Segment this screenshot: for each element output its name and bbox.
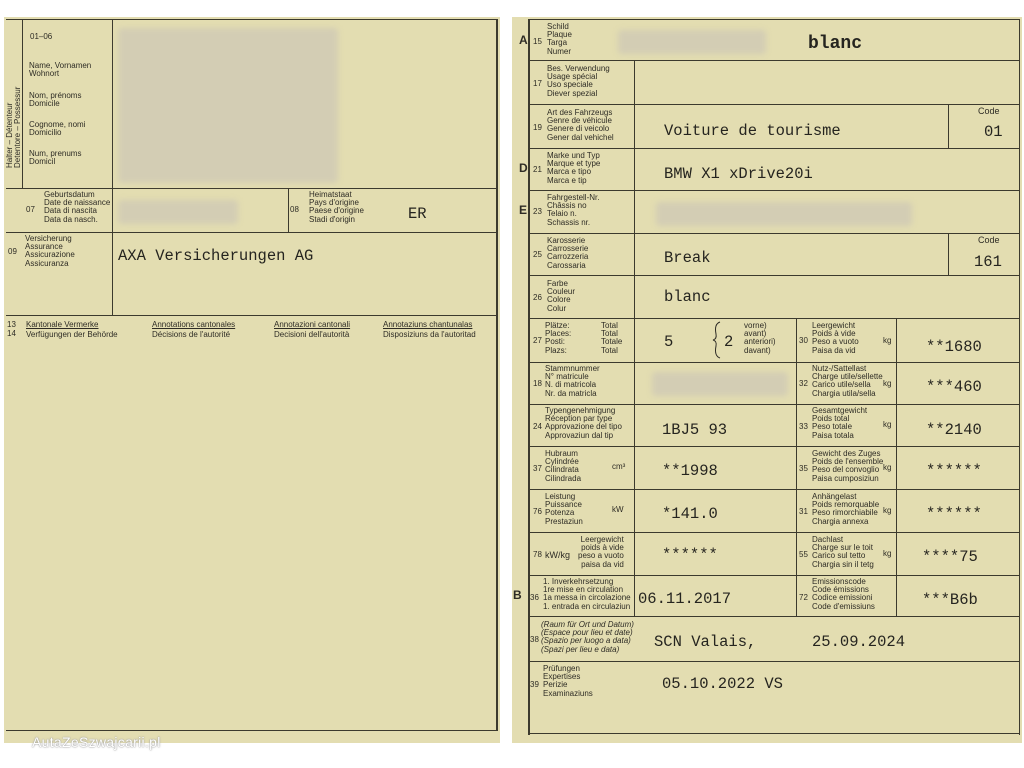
field-number-33: 33 [799, 422, 808, 431]
chassis-label: Fahrgestell-Nr. Châssis no Telaio n. Schassis nr. [547, 193, 600, 227]
vehicle-type-label: Art des Fahrzeugs Genre de véhicule Genere di veicolo Gener dal vehichel [547, 108, 614, 142]
authority-rm: Disposiziuns da l'autoritad [383, 330, 476, 339]
field-number-30: 30 [799, 336, 808, 345]
birth-date-label: Geburtsdatum Date de naissance Data di nascita Data da nasch. [44, 190, 111, 224]
trailer-load-label: Anhängelast Poids remorquable Peso rimorchiabile Chargia annexa [812, 492, 880, 526]
power-unit: kW [612, 505, 624, 514]
empty-weight-value: **1680 [926, 338, 982, 356]
section-b-marker: B [513, 588, 522, 602]
seats-total-label: Total Total Totale Total [601, 321, 623, 355]
field-number-18: 18 [533, 379, 542, 388]
type-approval-label: Typengenehmigung Réception par type Approvazione del tipo Approvaziun dal tip [545, 406, 622, 440]
cantonal-rm: Annotaziuns chantunalas [383, 320, 473, 329]
field-number-35: 35 [799, 464, 808, 473]
seats-label: Plätze: Places: Posti: Plazs: [545, 321, 572, 355]
make-type-label: Marke und Typ Marque et type Marca e tipo Marca e tip [547, 151, 601, 185]
color-label: Farbe Couleur Colore Colur [547, 279, 576, 313]
insurance-label: Versicherung Assurance Assicurazione Assicuranza [25, 234, 75, 268]
empty-weight-unit: kg [883, 336, 892, 345]
field-number-39: 39 [530, 680, 539, 689]
origin-label: Heimatstaat Pays d'origine Paese d'origine Stadi d'origin [309, 190, 364, 224]
displacement-value: **1998 [662, 462, 718, 480]
field-number-55: 55 [799, 550, 808, 559]
field-number-26: 26 [533, 293, 542, 302]
birth-date-redacted [118, 200, 238, 224]
seats-front-value: 2 [724, 333, 734, 351]
chassis-redacted [656, 202, 912, 226]
insurance-value: AXA Versicherungen AG [118, 247, 314, 265]
power-ratio-value: ****** [662, 546, 718, 564]
field-number-32: 32 [799, 379, 808, 388]
displacement-unit: cm³ [612, 462, 626, 471]
vehicle-type-value: Voiture de tourisme [664, 122, 841, 140]
inspection-label: Prüfungen Expertises Perizie Examinaziuns [543, 664, 593, 698]
field-number-23: 23 [533, 207, 542, 216]
registration-number-redacted [652, 372, 788, 396]
field-number-01-06: 01–06 [30, 32, 53, 41]
inspection-value: 05.10.2022 VS [662, 675, 783, 693]
seats-total-value: 5 [664, 333, 674, 351]
authority-de: Verfügungen der Behörde [26, 330, 118, 339]
place-value: SCN Valais, [654, 633, 757, 651]
body-code: 161 [974, 253, 1002, 271]
section-e-marker: E [519, 203, 528, 217]
total-weight-label: Gesamtgewicht Poids total Peso totale Paisa totala [812, 406, 868, 440]
displacement-label: Hubraum Cylindrée Cilindrata Cilindrada [545, 449, 582, 483]
field-number-72: 72 [799, 593, 808, 602]
field-number-27: 27 [533, 336, 542, 345]
authority-it: Decisioni dell'autorità [274, 330, 350, 339]
holder-num-label: Num, prenums Domicil [29, 149, 82, 167]
seats-brace-open [712, 320, 722, 360]
field-number-17: 17 [533, 79, 542, 88]
issue-date-value: 25.09.2024 [812, 633, 906, 651]
field-number-14: 14 [7, 329, 16, 338]
field-number-08: 08 [290, 205, 299, 214]
plate-redacted [618, 30, 766, 54]
field-number-24: 24 [533, 422, 542, 431]
emission-code-label: Emissionscode Code émissions Codice emissioni Code d'emissiuns [812, 577, 875, 611]
trailer-load-value: ****** [926, 505, 982, 523]
holder-redacted [118, 28, 338, 183]
color-value: blanc [664, 288, 711, 306]
holder-cognome-label: Cognome, nomi Domicilio [29, 120, 86, 138]
payload-label: Nutz-/Sattellast Charge utile/sellette Carico utile/sella Chargia utila/sella [812, 364, 883, 398]
type-approval-value: 1BJ5 93 [662, 421, 728, 439]
place-date-label: (Raum für Ort und Datum) (Espace pour lieu et date) (Spazio per luogo a data) (Spazi per lieu e data) [541, 620, 634, 654]
field-number-19: 19 [533, 123, 542, 132]
special-use-label: Bes. Verwendung Usage spécial Uso speciale Diever spezial [547, 64, 610, 98]
power-ratio-label: Leergewicht poids à vide peso a vuoto paisa da vid [578, 535, 624, 569]
field-number-09: 09 [8, 247, 17, 256]
power-ratio-unit: kW/kg [545, 550, 571, 560]
vehicle-type-code: 01 [984, 123, 1003, 141]
power-value: *141.0 [662, 505, 718, 523]
field-number-76: 76 [533, 507, 542, 516]
emission-code-value: ***B6b [922, 591, 978, 609]
plate-color: blanc [808, 34, 863, 54]
field-number-38: 38 [530, 635, 539, 644]
train-weight-value: ****** [926, 462, 982, 480]
section-a-marker: A [519, 33, 528, 47]
authority-fr: Décisions de l'autorité [152, 330, 231, 339]
plate-label: Schild Plaque Targa Numer [547, 22, 572, 56]
cantonal-fr: Annotations cantonales [152, 320, 236, 329]
cantonal-de: Kantonale Vermerke [26, 320, 99, 329]
holder-nom-label: Nom, prénoms Domicile [29, 91, 82, 109]
vehicle-type-code-label: Code [978, 106, 1000, 116]
holder-name-label: Name, Vornamen Wohnort [29, 61, 92, 79]
field-number-15: 15 [533, 37, 542, 46]
watermark: AutaZeSzwajcarii.pl [32, 734, 161, 750]
cantonal-it: Annotazioni cantonali [274, 320, 351, 329]
roof-load-label: Dachlast Charge sur le toit Carico sul tetto Chargia sin il tetg [812, 535, 874, 569]
field-number-37: 37 [533, 464, 542, 473]
field-number-21: 21 [533, 165, 542, 174]
total-weight-value: **2140 [926, 421, 982, 439]
body-label: Karosserie Carrosserie Carrozzeria Carossaria [547, 236, 589, 270]
field-number-25: 25 [533, 250, 542, 259]
power-label: Leistung Puissance Potenza Prestaziun [545, 492, 583, 526]
total-weight-unit: kg [883, 420, 892, 429]
body-value: Break [664, 249, 711, 267]
train-weight-label: Gewicht des Zuges Poids de l'ensemble Peso del convoglio Paisa cumposiziun [812, 449, 884, 483]
payload-value: ***460 [926, 378, 982, 396]
trailer-load-unit: kg [883, 506, 892, 515]
holder-vertical-label: Halter – Détenteur Detentore – Possessur [5, 86, 22, 168]
body-code-label: Code [978, 235, 1000, 245]
field-number-31: 31 [799, 507, 808, 516]
field-number-07: 07 [26, 205, 35, 214]
make-type-value: BMW X1 xDrive20i [664, 165, 813, 183]
section-d-marker: D [519, 161, 528, 175]
field-number-36: 36 [530, 593, 539, 602]
field-number-78: 78 [533, 550, 542, 559]
roof-load-value: ****75 [922, 548, 978, 566]
registration-number-label: Stammnummer N° matricule N. di matricola Nr. da matricla [545, 364, 600, 398]
first-registration-label: 1. Inverkehrsetzung 1re mise en circulation 1a messa in circolazione 1. entrada en circulaziun [543, 577, 631, 611]
seats-front-label: vorne) avant) anteriori) davant) [744, 321, 776, 355]
origin-value: ER [408, 205, 427, 223]
empty-weight-label: Leergewicht Poids à vide Peso a vuoto Paisa da vid [812, 321, 859, 355]
payload-unit: kg [883, 379, 892, 388]
first-registration-value: 06.11.2017 [638, 590, 732, 608]
roof-load-unit: kg [883, 549, 892, 558]
field-number-13: 13 [7, 320, 16, 329]
train-weight-unit: kg [883, 463, 892, 472]
